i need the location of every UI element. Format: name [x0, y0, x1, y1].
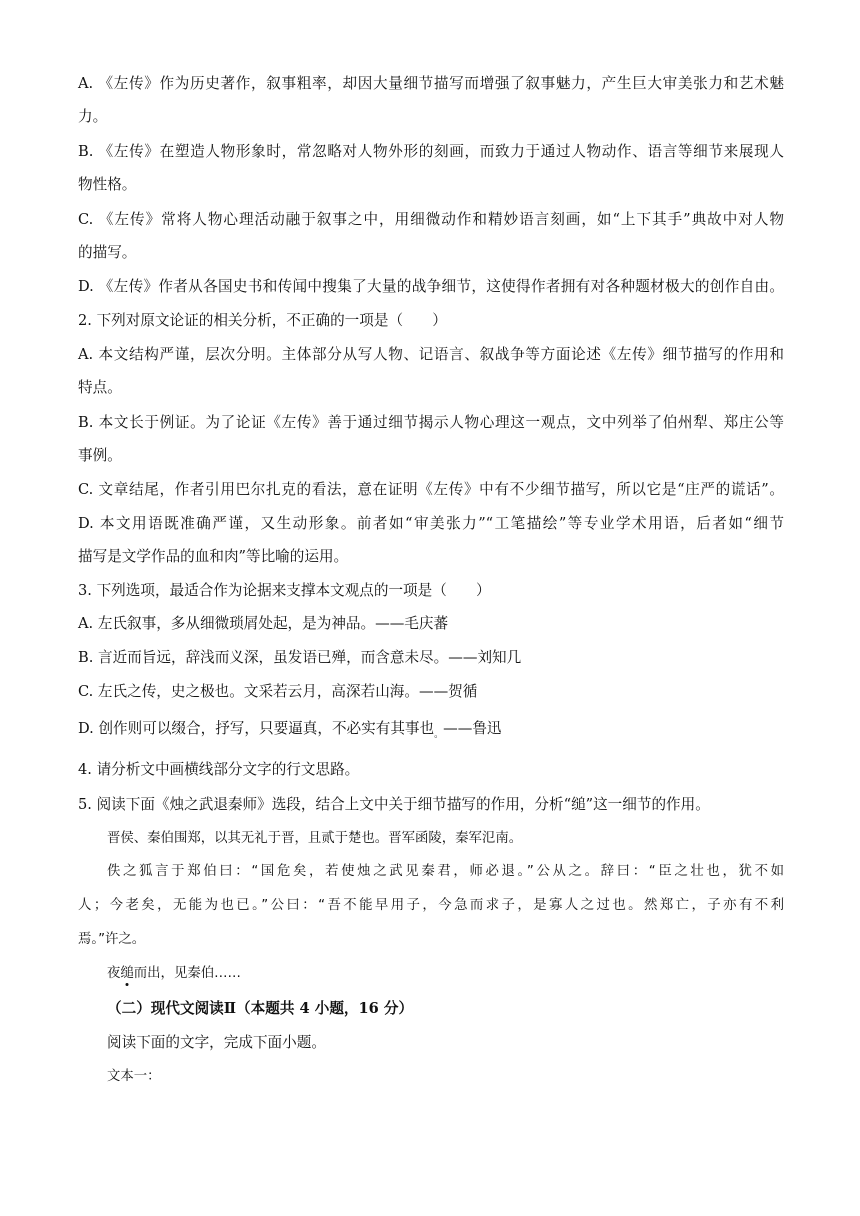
q3-option-d-mark: 。 [434, 730, 444, 740]
q1-option-c-line2: 的描写。 [78, 244, 137, 261]
q3-option-d [78, 719, 784, 745]
q3-stem: 3. 下列选项，最适合作为论据来支撑本文观点的一项是（ ） [78, 582, 491, 599]
passage-paragraph-2-line2: 人；今老矣，无能为也已。”公曰：“吾不能早用子，今急而求子，是寡人之过也。然郑亡，子亦有不利 [78, 898, 784, 913]
q5-stem: 5. 阅读下面《烛之武退秦师》选段，结合上文中关于细节描写的作用，分析“缒”这一细节的作用。 [78, 796, 710, 813]
q4-stem: 4. 请分析文中画横线部分文字的行文思路。 [78, 761, 360, 778]
q2-option-d-line1: D. 本文用语既准确严谨，又生动形象。前者如“审美张力”“工笔描绘”等专业学术用语，后者如“细节 [78, 515, 784, 532]
q1-option-b-line1: B. 《左传》在塑造人物形象时，常忽略对人物外形的刻画，而致力于通过人物动作、语言等细节来展现人 [78, 143, 784, 160]
passage-paragraph-3 [107, 964, 784, 984]
text-one-label: 文本一： [107, 1069, 161, 1084]
q3-option-b: B. 言近而旨远，辞浅而义深，虽发语已殚，而含意未尽。——刘知几 [78, 649, 522, 666]
q1-option-b-line2: 物性格。 [78, 176, 137, 193]
passage-paragraph-1: 晋侯、秦伯围郑，以其无礼于晋，且贰于楚也。晋军函陵，秦军氾南。 [107, 831, 523, 846]
q2-stem: 2. 下列对原文论证的相关分析，不正确的一项是（ ） [78, 312, 447, 329]
emphasized-character: 缒 [120, 966, 134, 981]
passage-paragraph-2-line1: 佚之狐言于郑伯曰：“国危矣，若使烛之武见秦君，师必退。”公从之。辞曰：“臣之壮也，犹不如 [107, 864, 784, 879]
q2-option-c-line1: C. 文章结尾，作者引用巴尔扎克的看法，意在证明《左传》中有不少细节描写，所以它是“庄严的谎话”。 [78, 481, 784, 498]
passage-paragraph-2-line3: 焉。”许之。 [78, 932, 146, 947]
q2-option-b-line2: 事例。 [78, 447, 122, 464]
q2-option-b-line1: B. 本文长于例证。为了论证《左传》善于通过细节揭示人物心理这一观点，文中列举了伯州犁、郑庄公等 [78, 414, 784, 431]
q2-option-a-line1: A. 本文结构严谨，层次分明。主体部分从写人物、记语言、叙战争等方面论述《左传》细节描写的作用和 [78, 346, 784, 363]
q3-option-d-text: D. 创作则可以缀合，抒写，只要逼真，不必实有其事也 [78, 720, 435, 737]
q1-option-d-line1: D. 《左传》作者从各国史书和传闻中搜集了大量的战争细节，这使得作者拥有对各种题材极大的创作自由。 [78, 278, 784, 295]
passage-p3-post: 而出，见秦伯…… [133, 966, 241, 981]
q1-option-a-line2: 力。 [78, 108, 108, 125]
q3-option-a: A. 左氏叙事，多从细微琐屑处起，是为神品。——毛庆蕃 [78, 615, 449, 632]
q1-option-a-line1: A. 《左传》作为历史著作，叙事粗率，却因大量细节描写而增强了叙事魅力，产生巨大审美张力和艺术魅 [78, 75, 784, 92]
q1-option-c-line1: C. 《左传》常将人物心理活动融于叙事之中，用细微动作和精妙语言刻画，如“上下其手”典故中对人物 [78, 211, 784, 228]
section-instruction: 阅读下面的文字，完成下面小题。 [107, 1034, 326, 1051]
q3-option-c: C. 左氏之传，史之极也。文采若云月，高深若山海。——贺循 [78, 683, 478, 700]
passage-p3-pre: 夜 [107, 966, 121, 981]
section-heading: （二）现代文阅读Ⅱ（本题共 4 小题，16 分） [107, 1000, 414, 1017]
q2-option-d-line2: 描写是文学作品的血和肉”等比喻的运用。 [78, 548, 349, 565]
q2-option-a-line2: 特点。 [78, 379, 122, 396]
q3-option-d-source: ——鲁迅 [443, 720, 502, 737]
